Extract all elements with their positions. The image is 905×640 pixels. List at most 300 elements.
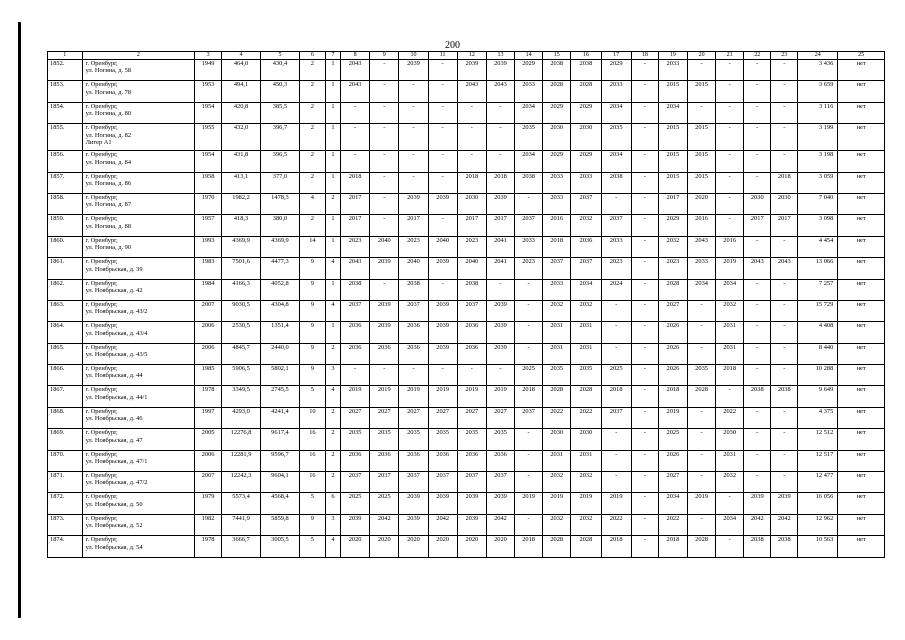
table-cell: 2019 [428, 386, 457, 407]
address-line: г. Оренбург, [85, 386, 118, 394]
table-cell: 4052,8 [261, 279, 300, 300]
address-cell [82, 472, 194, 493]
table-cell: 2034 [571, 279, 601, 300]
table-cell: нет [838, 322, 885, 343]
table-cell: 431,8 [222, 151, 261, 172]
address-line: г. Оренбург, [85, 536, 118, 544]
table-cell: 2036 [399, 450, 428, 471]
table-cell: 2029 [515, 60, 543, 81]
table-cell: - [688, 300, 716, 321]
table-cell: 2029 [601, 60, 631, 81]
table-cell: - [341, 102, 370, 123]
table-cell: 1978 [195, 386, 222, 407]
table-cell: 2023 [341, 236, 370, 257]
table-cell: - [771, 60, 798, 81]
table-cell: 2037 [341, 300, 370, 321]
table-cell: 2043 [771, 258, 798, 279]
row-number: 1874. [48, 536, 83, 557]
table-cell: нет [838, 215, 885, 236]
table-cell: нет [838, 60, 885, 81]
table-cell: - [457, 102, 486, 123]
table-cell: 2037 [370, 472, 399, 493]
table-cell: нет [838, 343, 885, 364]
table-cell: 380,0 [261, 215, 300, 236]
table-cell: 2015 [658, 81, 687, 102]
table-cell: - [631, 514, 658, 535]
address-line: ул. Ноябрьская, д. 39 [85, 265, 143, 273]
table-cell: 1997 [195, 407, 222, 428]
table-cell: 2026 [658, 322, 687, 343]
column-number-header: 12 [457, 52, 486, 60]
table-cell: нет [838, 102, 885, 123]
table-cell: 4 [299, 193, 325, 214]
table-cell: 2037 [486, 472, 514, 493]
table-cell: 2043 [341, 258, 370, 279]
table-cell: 2031 [571, 450, 601, 471]
table-cell: 2032 [543, 300, 571, 321]
table-cell: 2039 [486, 60, 514, 81]
table-cell: 15 729 [798, 300, 838, 321]
table-cell: 2035 [571, 365, 601, 386]
table-cell: 2019 [716, 258, 744, 279]
address-cell [82, 322, 194, 343]
table-cell: 2043 [486, 81, 514, 102]
table-cell: 2031 [716, 450, 744, 471]
table-cell: - [744, 81, 771, 102]
table-cell: - [771, 322, 798, 343]
table-cell: 2033 [543, 279, 571, 300]
table-cell: 2033 [601, 236, 631, 257]
table-cell: 2025 [515, 365, 543, 386]
address-cell [82, 429, 194, 450]
table-cell: 2018 [716, 365, 744, 386]
table-cell: - [486, 102, 514, 123]
table-cell: 2027 [428, 407, 457, 428]
table-cell: - [370, 102, 399, 123]
table-cell: 2041 [486, 258, 514, 279]
table-cell: 4369,9 [222, 236, 261, 257]
table-cell: 1 [325, 172, 340, 193]
table-cell: 2440,0 [261, 343, 300, 364]
table-cell: 14 [299, 236, 325, 257]
table-cell: 2020 [457, 536, 486, 557]
table-cell: 2034 [658, 102, 687, 123]
table-cell: 2038 [601, 172, 631, 193]
address-cell [82, 236, 194, 257]
row-number: 1870. [48, 450, 83, 471]
table-cell: 2 [299, 60, 325, 81]
table-cell: 2037 [515, 407, 543, 428]
table-cell: 2018 [658, 536, 687, 557]
table-cell: 385,5 [261, 102, 300, 123]
table-cell: 2 [325, 407, 340, 428]
table-cell: 2027 [486, 407, 514, 428]
column-number-header: 18 [631, 52, 658, 60]
table-cell: 2039 [370, 322, 399, 343]
table-cell: - [457, 365, 486, 386]
table-cell: - [744, 322, 771, 343]
table-cell: - [370, 60, 399, 81]
table-cell: 4293,0 [222, 407, 261, 428]
column-number-header: 9 [370, 52, 399, 60]
table-cell: 2006 [195, 343, 222, 364]
table-cell: 4 [325, 258, 340, 279]
table-cell: 4 454 [798, 236, 838, 257]
table-cell: 2043 [688, 236, 716, 257]
address-line: г. Оренбург, [85, 450, 118, 458]
address-cell [82, 81, 194, 102]
table-cell: 2037 [428, 472, 457, 493]
address-cell [82, 386, 194, 407]
table-cell: 2005 [195, 429, 222, 450]
row-number: 1871. [48, 472, 83, 493]
table-cell: 2039 [428, 343, 457, 364]
table-cell: 2040 [370, 236, 399, 257]
table-row [48, 236, 885, 257]
table-cell: 2032 [543, 514, 571, 535]
table-cell: - [428, 151, 457, 172]
table-cell: - [341, 124, 370, 151]
table-cell: 2027 [341, 407, 370, 428]
table-cell: 2039 [399, 193, 428, 214]
table-cell: 2030 [716, 429, 744, 450]
page-number: 200 [445, 40, 460, 51]
table-cell: 2036 [399, 322, 428, 343]
table-cell: 1 [325, 60, 340, 81]
table-cell: - [771, 365, 798, 386]
table-cell: 2038 [771, 536, 798, 557]
table-cell: 2745,5 [261, 386, 300, 407]
table-cell: - [716, 124, 744, 151]
address-cell [82, 102, 194, 123]
table-cell: 2030 [571, 429, 601, 450]
table-cell: 418,3 [222, 215, 261, 236]
address-cell [82, 450, 194, 471]
table-cell: 2015 [658, 151, 687, 172]
table-row [48, 514, 885, 535]
row-number: 1860. [48, 236, 83, 257]
table-cell: - [744, 102, 771, 123]
table-cell: 2019 [688, 493, 716, 514]
table-cell: 12276,8 [222, 429, 261, 450]
column-number-header: 20 [688, 52, 716, 60]
table-cell: 2022 [571, 407, 601, 428]
table-cell: 2036 [399, 343, 428, 364]
table-cell: 396,5 [261, 151, 300, 172]
table-cell: 2 [325, 193, 340, 214]
table-cell: - [744, 60, 771, 81]
table-cell: - [688, 60, 716, 81]
table-cell: - [631, 258, 658, 279]
table-cell: 1978 [195, 536, 222, 557]
table-cell: 2031 [716, 322, 744, 343]
row-number: 1861. [48, 258, 83, 279]
table-cell: 2042 [370, 514, 399, 535]
address-line: ул. Ногина, д. 87 [85, 201, 132, 209]
table-cell: - [399, 81, 428, 102]
row-number: 1857. [48, 172, 83, 193]
table-cell: 2043 [744, 258, 771, 279]
table-cell: 2039 [486, 193, 514, 214]
table-cell: - [716, 102, 744, 123]
column-number-header: 3 [195, 52, 222, 60]
table-cell: - [744, 151, 771, 172]
column-number-header: 8 [341, 52, 370, 60]
table-cell: 2038 [771, 386, 798, 407]
table-cell: 2007 [195, 300, 222, 321]
table-cell: 2017 [341, 193, 370, 214]
table-cell: 1 [325, 322, 340, 343]
table-cell: 5573,4 [222, 493, 261, 514]
table-cell: - [631, 60, 658, 81]
table-cell: 1983 [195, 258, 222, 279]
table-cell: 2023 [515, 258, 543, 279]
table-cell: - [631, 236, 658, 257]
table-cell: 2 [325, 429, 340, 450]
row-number: 1859. [48, 215, 83, 236]
table-cell: 2020 [341, 536, 370, 557]
table-cell: 2015 [688, 172, 716, 193]
row-number: 1867. [48, 386, 83, 407]
table-cell: 1954 [195, 102, 222, 123]
table-cell: 6 [325, 493, 340, 514]
table-cell: 2034 [716, 514, 744, 535]
table-cell: - [601, 300, 631, 321]
table-cell: 2028 [543, 81, 571, 102]
table-cell: - [688, 407, 716, 428]
table-cell: 1949 [195, 60, 222, 81]
row-number: 1862. [48, 279, 83, 300]
table-cell: - [744, 407, 771, 428]
table-cell: 2042 [771, 514, 798, 535]
address-line: г. Оренбург, [85, 407, 118, 415]
table-cell: 2037 [341, 472, 370, 493]
table-cell: 2015 [688, 151, 716, 172]
table-cell: - [771, 407, 798, 428]
table-cell: 12 512 [798, 429, 838, 450]
table-cell: 2039 [399, 514, 428, 535]
table-cell: - [631, 172, 658, 193]
column-number-header: 6 [299, 52, 325, 60]
table-cell: нет [838, 472, 885, 493]
address-line: г. Оренбург, [85, 102, 118, 110]
table-cell: 2036 [457, 322, 486, 343]
table-cell: 2030 [771, 193, 798, 214]
table-cell: 5802,1 [261, 365, 300, 386]
table-row [48, 102, 885, 123]
address-cell [82, 343, 194, 364]
table-cell: 2020 [486, 536, 514, 557]
table-cell: - [688, 450, 716, 471]
table-cell: 2034 [658, 493, 687, 514]
table-cell: 4 [325, 536, 340, 557]
table-cell: 1982 [195, 514, 222, 535]
table-cell: 9596,7 [261, 450, 300, 471]
table-cell: нет [838, 429, 885, 450]
table-cell: 494,1 [222, 81, 261, 102]
table-cell: - [631, 407, 658, 428]
table-cell: 2025 [658, 429, 687, 450]
address-cell [82, 215, 194, 236]
table-cell: - [771, 450, 798, 471]
table-cell: 2035 [341, 429, 370, 450]
table-cell: - [428, 60, 457, 81]
table-cell: - [515, 300, 543, 321]
table-cell: 12 517 [798, 450, 838, 471]
table-cell: 2022 [601, 514, 631, 535]
table-cell: 2042 [486, 514, 514, 535]
address-line: ул. Ноябрьская, д. 54 [85, 543, 143, 551]
table-cell: - [428, 215, 457, 236]
table-cell: 2027 [370, 407, 399, 428]
table-cell: 12 962 [798, 514, 838, 535]
table-cell: 2043 [457, 81, 486, 102]
table-cell: 2040 [399, 258, 428, 279]
table-cell: - [428, 279, 457, 300]
table-cell: 1 [325, 236, 340, 257]
address-cell [82, 493, 194, 514]
table-cell: - [771, 343, 798, 364]
table-cell: 3 659 [798, 81, 838, 102]
table-cell: 2036 [486, 450, 514, 471]
address-cell [82, 60, 194, 81]
table-cell: 2035 [515, 124, 543, 151]
table-cell: 2028 [571, 536, 601, 557]
table-cell: 2039 [486, 493, 514, 514]
table-cell: 2023 [399, 236, 428, 257]
table-cell: 2018 [601, 386, 631, 407]
table-cell: 10 288 [798, 365, 838, 386]
table-cell: 2039 [457, 514, 486, 535]
table-row [48, 193, 885, 214]
table-cell: - [399, 124, 428, 151]
table-cell: 2018 [515, 536, 543, 557]
address-line: ул. Ногина, д. 90 [85, 244, 132, 252]
table-cell: 2022 [658, 514, 687, 535]
table-cell: - [631, 365, 658, 386]
table-cell: 2015 [658, 124, 687, 151]
table-cell: - [744, 124, 771, 151]
table-cell: 1 [325, 151, 340, 172]
table-cell: 2038 [744, 386, 771, 407]
table-cell: - [486, 279, 514, 300]
table-cell: - [688, 429, 716, 450]
address-line: г. Оренбург, [85, 279, 118, 287]
row-number: 1873. [48, 514, 83, 535]
address-cell [82, 172, 194, 193]
table-cell: 2017 [457, 215, 486, 236]
table-cell: 2039 [457, 493, 486, 514]
table-cell: 2025 [370, 493, 399, 514]
table-cell: 3666,7 [222, 536, 261, 557]
table-cell: 2033 [601, 81, 631, 102]
table-cell: 2039 [457, 60, 486, 81]
address-cell [82, 514, 194, 535]
table-cell: 2028 [571, 386, 601, 407]
table-cell: 3349,5 [222, 386, 261, 407]
table-cell: 2019 [543, 493, 571, 514]
table-cell: 2022 [543, 407, 571, 428]
table-cell: - [601, 193, 631, 214]
table-cell: - [716, 193, 744, 214]
address-line: г. Оренбург, [85, 365, 118, 373]
column-number-header: 22 [744, 52, 771, 60]
column-number-header: 21 [716, 52, 744, 60]
table-cell: 2019 [341, 386, 370, 407]
table-cell: - [515, 279, 543, 300]
table-cell: 2039 [399, 493, 428, 514]
address-line: ул. Ноябрьская, д. 43/2 [85, 308, 148, 316]
table-cell: - [771, 151, 798, 172]
table-cell: - [771, 300, 798, 321]
table-row [48, 322, 885, 343]
table-cell: 4369,9 [261, 236, 300, 257]
table-cell: 1 [325, 279, 340, 300]
table-cell: - [601, 450, 631, 471]
address-cell [82, 407, 194, 428]
table-cell: 2029 [658, 215, 687, 236]
table-cell: 2034 [515, 102, 543, 123]
table-cell: - [370, 81, 399, 102]
table-cell: - [771, 236, 798, 257]
table-cell: 1351,4 [261, 322, 300, 343]
table-cell: 2017 [341, 215, 370, 236]
table-cell: 2028 [543, 536, 571, 557]
table-cell: 2037 [601, 407, 631, 428]
column-number-header: 15 [543, 52, 571, 60]
row-number: 1863. [48, 300, 83, 321]
table-cell: 2031 [543, 322, 571, 343]
table-cell: - [457, 124, 486, 151]
table-cell: 2029 [571, 102, 601, 123]
table-cell: - [631, 102, 658, 123]
table-cell: 2039 [428, 493, 457, 514]
column-number-header: 1 [48, 52, 83, 60]
table-cell: 2037 [571, 258, 601, 279]
address-line: ул. Ноябрьская, д. 44 [85, 372, 143, 380]
table-cell: - [631, 536, 658, 557]
table-cell: 2017 [771, 215, 798, 236]
address-cell [82, 193, 194, 214]
table-cell: 4241,4 [261, 407, 300, 428]
table-cell: - [631, 472, 658, 493]
table-cell: 2031 [571, 322, 601, 343]
table-cell: 2023 [601, 258, 631, 279]
table-row [48, 429, 885, 450]
table-cell: 2020 [688, 193, 716, 214]
table-cell: 2035 [399, 429, 428, 450]
table-cell: 2015 [688, 124, 716, 151]
table-cell: 4845,7 [222, 343, 261, 364]
table-cell: 2030 [457, 193, 486, 214]
table-cell: - [744, 279, 771, 300]
table-cell: 2026 [658, 365, 687, 386]
table-cell: 2032 [571, 472, 601, 493]
table-cell: 2019 [515, 493, 543, 514]
table-cell: - [370, 215, 399, 236]
table-cell: 7 040 [798, 193, 838, 214]
table-cell: - [515, 450, 543, 471]
table-cell: 2017 [399, 215, 428, 236]
table-cell: 2015 [658, 172, 687, 193]
table-cell: 3 059 [798, 172, 838, 193]
table-cell: 2039 [428, 193, 457, 214]
address-line: г. Оренбург, [85, 151, 118, 159]
table-cell: 1982,2 [222, 193, 261, 214]
table-cell: - [515, 193, 543, 214]
table-cell: 2037 [457, 472, 486, 493]
table-cell: 2030 [543, 429, 571, 450]
